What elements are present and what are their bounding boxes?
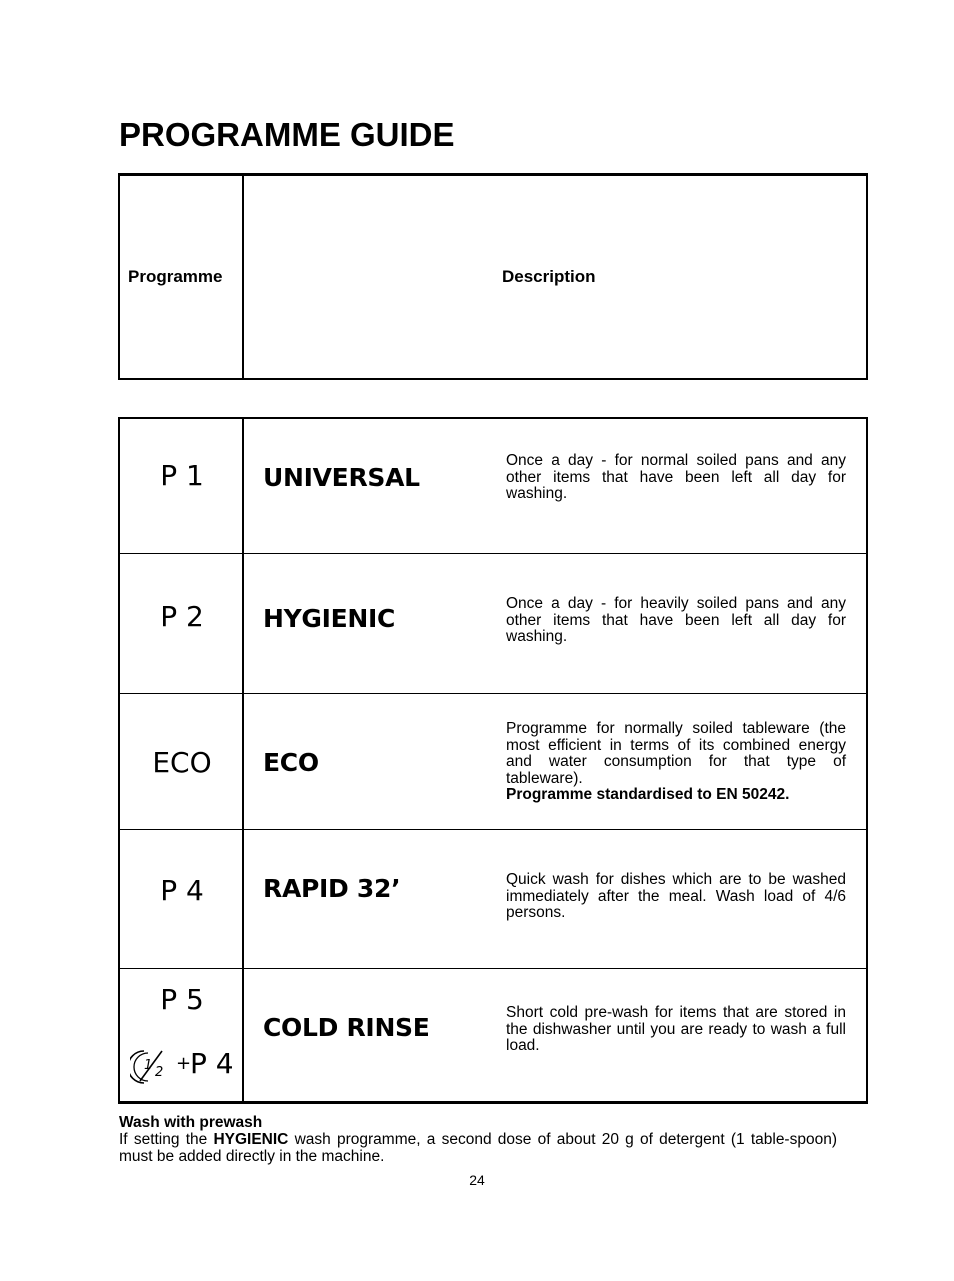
programme-description: Once a day - for normal soiled pans and any other items that have been left all day for washing.: [506, 452, 846, 502]
page-title: PROGRAMME GUIDE: [119, 116, 455, 153]
programme-code: P 5: [160, 983, 204, 1016]
prewash-note: [119, 1114, 837, 1165]
table-row: [120, 419, 866, 553]
programme-description: Quick wash for dishes which are to be washed immediately after the meal. Wash load of 4/6 persons.: [506, 871, 846, 921]
programme-code: P 4: [160, 874, 204, 907]
svg-text:2: 2: [155, 1065, 164, 1080]
programme-description: Short cold pre-wash for items that are stored in the dishwasher until you are ready to wash a full load.: [506, 1004, 846, 1054]
note-body: [119, 1131, 837, 1165]
programme-description: [506, 721, 846, 804]
svg-text:1: 1: [144, 1058, 153, 1073]
note-text-after: wash programme, a second dose of about 20 g of detergent (1 table-spoon) must be added directly in the machine.: [119, 1131, 837, 1165]
note-text-bold: HYGIENIC: [213, 1131, 289, 1148]
programme-table: [118, 417, 868, 1104]
description-text: Programme for normally soiled tableware (the most efficient in terms of its combined energy and water consumption for that type of tableware).: [506, 720, 846, 787]
table-header: [118, 173, 868, 380]
header-divider: [242, 176, 244, 378]
alt-programme: [130, 1047, 240, 1087]
note-title: Wash with prewash: [119, 1114, 263, 1131]
programme-name: COLD RINSE: [263, 1013, 430, 1042]
half-load-icon: [130, 1047, 174, 1087]
table-row: [120, 968, 866, 1102]
table-row: [120, 553, 866, 693]
programme-description: Once a day - for heavily soiled pans and any other items that have been left all day for washing.: [506, 595, 846, 645]
programme-name: RAPID 32’: [263, 874, 401, 903]
note-text-before: If setting the: [119, 1131, 214, 1148]
programme-name: ECO: [263, 748, 319, 777]
programme-code: ECO: [152, 746, 212, 779]
programme-name: UNIVERSAL: [263, 463, 420, 492]
alt-plus: +: [176, 1053, 192, 1074]
programme-code: P 1: [160, 459, 204, 492]
alt-programme-code: P 4: [190, 1047, 234, 1080]
programme-name: HYGIENIC: [263, 604, 396, 633]
programme-code: P 2: [160, 600, 204, 633]
header-description: Description: [502, 267, 596, 286]
table-row: [120, 829, 866, 969]
header-programme: Programme: [128, 267, 223, 286]
table-row: [120, 693, 866, 830]
description-bold: Programme standardised to EN 50242.: [506, 786, 790, 803]
page-number: 24: [469, 1172, 485, 1188]
